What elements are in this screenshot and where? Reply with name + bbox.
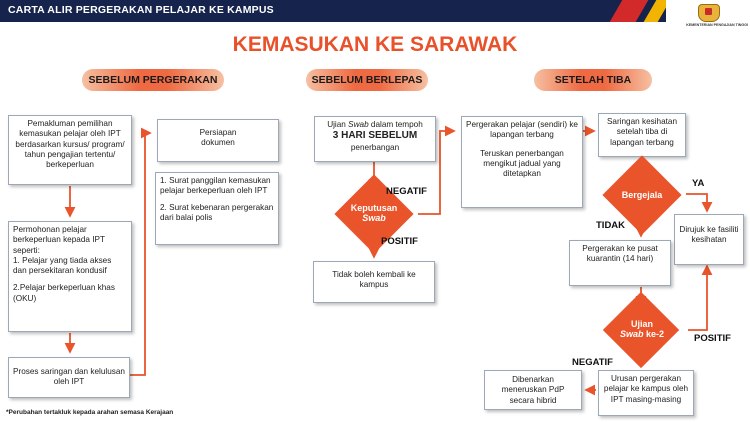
swab-flight: penerbangan xyxy=(350,142,400,152)
negative2-label: NEGATIF xyxy=(572,357,613,368)
header-after-arrival: SETELAH TIBA xyxy=(534,69,652,91)
pdp-box: Dibenarkan meneruskan PdP secara hibrid xyxy=(484,370,582,410)
header-before-departure: SEBELUM BERLEPAS xyxy=(306,69,428,91)
footnote: *Perubahan tertakluk kepada arahan semasa Kerajaan xyxy=(6,409,174,416)
quarantine-box: Pergerakan ke pusat kuarantin (14 hari) xyxy=(569,240,671,286)
movement-para-1: Pergerakan pelajar (sendiri) ke lapangan terbang xyxy=(466,120,578,140)
prep-docs-box: Persiapan dokumen xyxy=(157,119,279,162)
swab2-word: Swab xyxy=(619,329,644,340)
swab-word: Swab xyxy=(348,120,369,129)
negative-label: NEGATIF xyxy=(386,186,427,197)
swab-post: dalam tempoh xyxy=(368,120,423,129)
request-item-1: 1. Pelajar yang tiada akses dan persekitaran kondusif xyxy=(13,255,112,275)
swab2-label xyxy=(596,319,688,340)
swab-test-box xyxy=(314,116,436,162)
referred-box: Dirujuk ke fasiliti kesihatan xyxy=(674,214,744,265)
notification-box: Pemakluman pemilihan kemasukan pelajar oleh IPT berdasarkan kursus/ program/ tahun pengajian tertentu/ berkeperluan xyxy=(8,115,132,185)
ministry-name: KEMENTERIAN PENGAJIAN TINGGI xyxy=(686,23,748,27)
swab2-suffix: ke-2 xyxy=(643,329,665,340)
swab-pre: Ujian xyxy=(327,120,349,129)
banner-title: CARTA ALIR PERGERAKAN PELAJAR KE KAMPUS xyxy=(8,4,274,16)
not-allowed-box: Tidak boleh kembali ke kampus xyxy=(313,261,435,303)
request-box xyxy=(8,221,132,332)
page-title: KEMASUKAN KE SARAWAK xyxy=(232,33,518,56)
yes-label: YA xyxy=(692,178,705,189)
movement-box xyxy=(461,116,583,208)
swab-decision-label xyxy=(330,203,418,224)
no-label: TIDAK xyxy=(596,220,626,231)
symptom-label: Bergejala xyxy=(621,190,663,200)
positive2-label: POSITIF xyxy=(694,333,731,344)
screening-box: Proses saringan dan kelulusan oleh IPT xyxy=(8,357,130,398)
documents-box xyxy=(155,172,279,245)
health-screening-box: Saringan kesihatan setelah tiba di lapangan terbang xyxy=(598,113,686,157)
decision-line-1: Keputusan xyxy=(350,203,398,213)
request-item-2: 2.Pelajar berkeperluan khas (OKU) xyxy=(13,283,115,303)
request-intro: Permohonan pelajar berkeperluan kepada IPT seperti: xyxy=(13,225,105,255)
document-item-1: 1. Surat panggilan kemasukan pelajar berkeperluan oleh IPT xyxy=(160,176,271,196)
positive-label: POSITIF xyxy=(381,236,418,247)
campus-box: Urusan pergerakan pelajar ke kampus oleh IPT masing-masing xyxy=(598,370,694,416)
decision-line-2: Swab xyxy=(362,213,386,224)
swab-days: 3 HARI SEBELUM xyxy=(332,130,418,142)
header-before-movement: SEBELUM PERGERAKAN xyxy=(82,69,224,91)
swab2-line-1: Ujian xyxy=(630,319,653,329)
document-item-2: 2. Surat kebenaran pergerakan dari balai polis xyxy=(160,202,274,222)
movement-para-2: Teruskan penerbangan mengikut jadual yang ditetapkan xyxy=(480,148,564,178)
